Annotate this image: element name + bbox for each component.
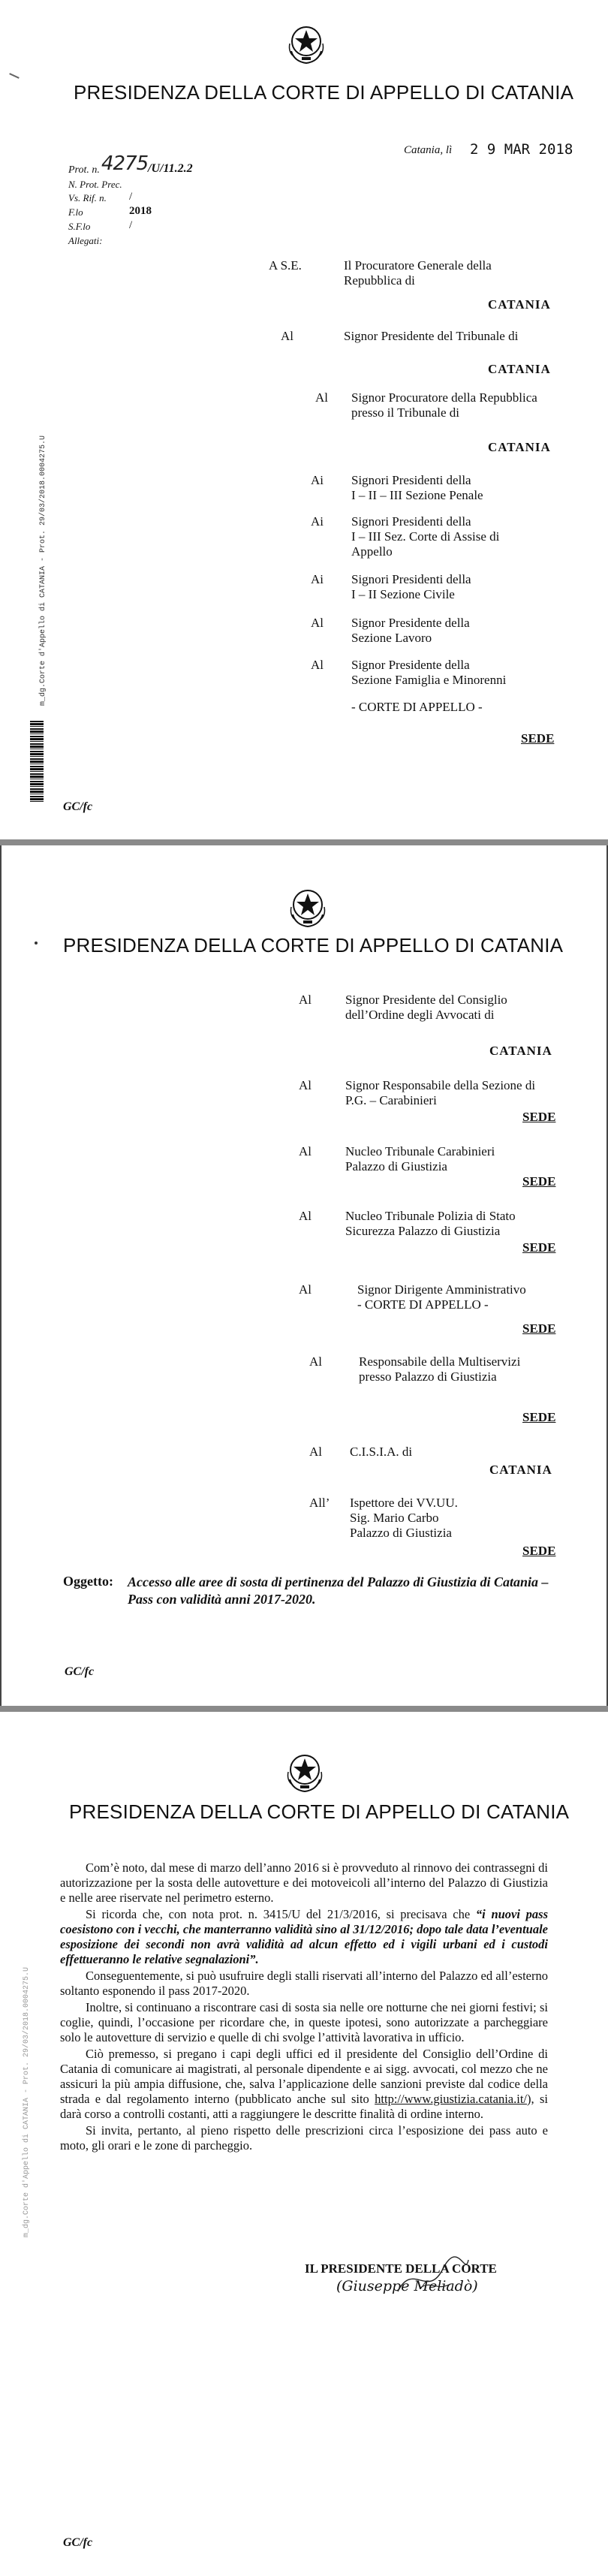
address-line: Signori Presidenti della [351,572,471,586]
barcode [30,721,44,803]
recipient-sede: SEDE [522,1174,556,1189]
recipient-address [344,329,518,344]
protocol-number-handwritten: 4275 [101,152,149,175]
recipient-prefix: Al [299,1144,312,1158]
meta-value: / [129,219,133,231]
recipient-address [350,1445,412,1460]
recipient-city: CATANIA [489,1044,552,1058]
body-paragraph: Com’è noto, dal mese di marzo dell’anno 2016 si è provveduto al rinnovo dei contrassegni di autorizzazione per la sosta delle autovetture e dei motoveicoli all’interno del Palazzo di Giustizia e nelle aree riservate nel perimetro esterno. [60,1860,548,1905]
address-line: Il Procuratore Generale della [344,258,492,273]
address-line: Nucleo Tribunale Polizia di Stato [345,1209,516,1223]
recipient-prefix: Ai [311,473,324,487]
meta-value: / [129,191,133,203]
meta-value: 2018 [129,205,152,217]
recipient-prefix: Al [299,1209,312,1223]
address-line: Nucleo Tribunale Carabinieri [345,1144,495,1158]
recipient-address [351,658,506,688]
protocol-label: Prot. n. [68,164,100,176]
letter-page-3 [0,1712,608,2576]
address-line: Sezione Lavoro [351,631,432,645]
recipient-city: CATANIA [488,297,551,312]
recipient-address [344,258,492,288]
subject-text: Accesso alle aree di sosta di pertinenza del Palazzo di Giustizia di Catania – Pass con validità anni 2017-2020. [128,1574,549,1607]
address-line: Signor Presidente del Tribunale di [344,329,519,343]
recipient-address [345,1078,535,1108]
quoted-text: “i nuovi pass coesistono con i vecchi, che manterranno validità sino al 31/12/2016; dopo tale data l’eventuale esposizione dei secondi non avrà validità ad alcun effetto ed i vigili urbani ed i custodi effettueranno le relative segnalazioni”. [60,1907,549,1966]
recipient-address [351,616,470,646]
website-link[interactable]: http://www.giustizia.catania.it/ [375,2092,527,2106]
recipient-prefix: Ai [311,514,324,529]
recipient-prefix: Al [299,1282,312,1297]
recipient-prefix: Al [281,329,293,343]
recipient-address [357,1282,526,1312]
address-line: Signor Presidente del Consiglio [345,993,507,1007]
address-line: Signori Presidenti della [351,473,471,487]
body-paragraph: Si invita, pertanto, al pieno rispetto delle prescrizioni circa l’esposizione dei pass auto e moto, gli orari e le zone di parcheggio. [60,2123,548,2153]
address-line: Signor Procuratore della Repubblica [351,390,537,405]
corte-label: - CORTE DI APPELLO - [351,700,483,714]
recipient-city: CATANIA [488,362,551,376]
meta-label: Allegati: [68,235,103,246]
address-line: Signor Dirigente Amministrativo [357,1282,526,1297]
body-paragraph: Inoltre, si continuano a riscontrare casi di sosta sia nelle ore notturne che nei giorni festivi; si coglie, quindi, l’occasione per ricordare che, in queste ipotesi, sono autorizzate a parcheggiare solo le autovetture di servizio e quelle di chi svolge l’attività lavorativa in ufficio. [60,2000,548,2044]
italian-emblem-icon [288,884,327,928]
recipient-city: CATANIA [489,1463,552,1477]
body-paragraph [60,2047,548,2122]
page-separator [0,1706,608,1712]
office-header: PRESIDENZA DELLA CORTE DI APPELLO DI CATANIA [63,934,564,957]
recipient-prefix: Al [299,993,312,1007]
recipient-sede: SEDE [521,731,555,746]
body-paragraph: Conseguentemente, si può usufruire degli stalli riservati all’interno del Palazzo ed all’esterno soltanto esponendo il pass 2017-2020. [60,1969,548,1998]
address-line: Responsabile della Multiservizi [359,1354,521,1369]
meta-label: Vs. Rif. n. [68,192,107,203]
side-protocol-stamp: m_dg.Corte d'Appello di CATANIA - Prot. 29/03/2018.0004275.U [23,1966,31,2237]
office-header: PRESIDENZA DELLA CORTE DI APPELLO DI CATANIA [69,1800,570,1823]
address-line: C.I.S.I.A. di [350,1445,413,1459]
signature-name: (Giuseppe Meliadò) [336,2278,478,2294]
date-stamp: 2 9 MAR 2018 [470,141,573,158]
page-separator [0,839,608,845]
address-line: dell’Ordine degli Avvocati di [345,1008,495,1022]
recipient-address [345,1144,495,1174]
address-line: I – II Sezione Civile [351,587,455,601]
document-footer: GC/fc [63,2536,93,2549]
recipient-prefix: Al [309,1445,322,1459]
body-paragraph [60,1907,548,1967]
recipient-prefix: A S.E. [269,258,302,273]
recipient-prefix: Al [315,390,328,405]
address-line: presso Palazzo di Giustizia [359,1369,497,1384]
letter-body [60,1860,548,2155]
recipient-address [359,1354,520,1384]
address-line: presso il Tribunale di [351,405,460,420]
signature-title: IL PRESIDENTE DELLA CORTE [305,2261,497,2276]
address-line: Ispettore dei VV.UU. [350,1496,458,1510]
meta-label: S.F.lo [68,221,91,232]
italian-emblem-icon [285,1749,324,1793]
address-line: Signori Presidenti della [351,514,471,529]
address-line: Palazzo di Giustizia [345,1159,447,1174]
recipient-prefix: Al [311,616,324,630]
recipient-address [351,390,537,420]
signature-scribble-icon [390,2254,473,2299]
address-line: Repubblica di [344,273,415,288]
recipient-sede: SEDE [522,1321,556,1336]
recipient-address [351,572,471,602]
address-line: Sicurezza Palazzo di Giustizia [345,1224,501,1238]
side-protocol-stamp: m_dg.Corte d'Appello di CATANIA - Prot. 29/03/2018.0004275.U [39,435,47,706]
recipient-sede: SEDE [522,1240,556,1255]
address-line: Sezione Famiglia e Minorenni [351,673,507,687]
document-footer: GC/fc [63,800,93,813]
recipient-address [351,473,483,503]
address-line: Signor Presidente della [351,616,470,630]
recipient-sede: SEDE [522,1110,556,1124]
office-header: PRESIDENZA DELLA CORTE DI APPELLO DI CATANIA [74,81,574,104]
address-line: I – II – III Sezione Penale [351,488,483,502]
subject-label: Oggetto: [63,1574,113,1589]
recipient-prefix: Al [299,1078,312,1092]
address-line: P.G. – Carabinieri [345,1093,437,1107]
address-line: - CORTE DI APPELLO - [357,1297,489,1312]
recipient-city: CATANIA [488,440,551,454]
letter-page-1 [0,0,608,839]
italian-emblem-icon [287,21,326,65]
dot-mark [35,942,38,945]
body-text-run: Ciò premesso, si pregano i capi degli uffici ed il presidente del Consiglio dell’Ordine di Catania di comunicare ai magistrati, al personale dipendente e ai sigg. avvocati, col mezzo che ne assicuri la più ampia diffusione, che, salva l’applicazione delle sanzioni previste dal codice della strada e dal regolamento interno (pubblicato anche sul sito [60,2047,548,2106]
recipient-address [350,1496,458,1541]
recipient-sede: SEDE [522,1410,556,1424]
address-line: Sig. Mario Carbo [350,1511,439,1525]
address-line: I – III Sez. Corte di Assise di [351,529,500,544]
recipient-prefix: Al [309,1354,322,1369]
date-place: Catania, lì [404,144,453,156]
recipient-prefix: All’ [309,1496,330,1510]
recipient-address [351,514,499,559]
address-line: Appello [351,544,393,559]
meta-label: N. Prot. Prec. [68,179,122,190]
address-line: Signor Presidente della [351,658,470,672]
body-text-run: Si ricorda che, con nota prot. n. 3415/U del 21/3/2016, si precisava che [86,1907,476,1921]
recipient-prefix: Ai [311,572,324,586]
meta-label: F.lo [68,206,83,218]
scan-mark [9,73,20,79]
address-line: Palazzo di Giustizia [350,1526,452,1540]
recipient-address [345,993,507,1023]
recipient-prefix: Al [311,658,324,672]
address-line: Signor Responsabile della Sezione di [345,1078,536,1092]
recipient-address [345,1209,516,1239]
recipient-sede: SEDE [522,1544,556,1558]
protocol-suffix: /U/11.2.2 [148,162,193,175]
document-footer: GC/fc [65,1665,95,1678]
letter-page-2 [0,845,608,1706]
body-text-run: ), si darà corso a controlli costanti, atti a raggiungere le descritte finalità di ordine interno. [60,2092,548,2121]
